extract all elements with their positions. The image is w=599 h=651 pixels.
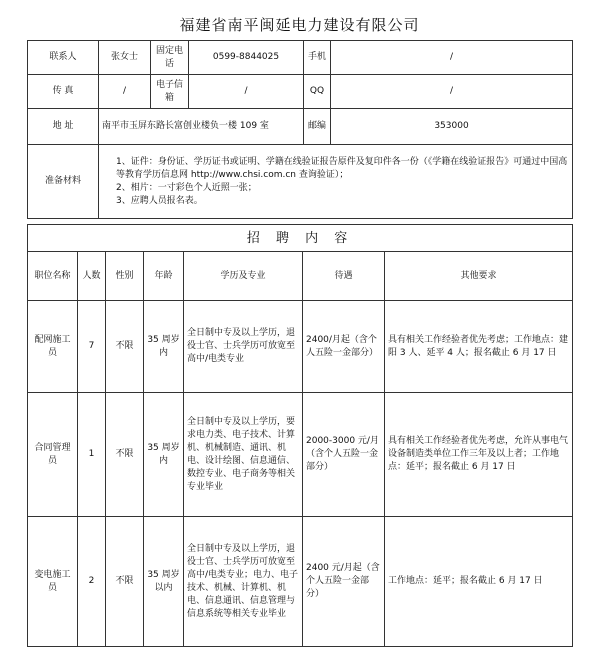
label-qq: QQ [304,75,331,109]
contact-table [27,40,573,219]
header-count: 人数 [78,252,106,301]
header-position: 职位名称 [28,252,78,301]
table-row [28,393,573,517]
fax-value: / [99,75,151,109]
label-postcode: 邮编 [304,109,331,145]
header-education: 学历及专业 [184,252,303,301]
qq-value: / [331,75,573,109]
other-cell: 具有相关工作经验者优先考虑；工作地点：建阳 3 人、延平 4 人；报名截止 6 月 17 日 [385,301,573,393]
materials-item: 3、应聘人员报名表。 [116,195,203,206]
pay-cell: 2400/月起（含个人五险一金部分） [303,301,385,393]
education-cell: 全日制中专及以上学历，要求电力类、电子技术、计算机、机械制造、通讯、机电、设计绘图、信息通信、数控专业、电子商务等相关专业毕业 [184,393,303,517]
email-value: / [189,75,304,109]
pay-cell: 2000-3000 元/月（含个人五险一金部分） [303,393,385,517]
age-cell: 35 周岁内 [144,301,184,393]
contact-name: 张女士 [99,41,151,75]
header-other: 其他要求 [385,252,573,301]
page-title: 福建省南平闽延电力建设有限公司 [179,16,420,34]
phone-value: 0599-8844025 [189,41,304,75]
gender-cell: 不限 [106,393,144,517]
count-cell: 7 [78,301,106,393]
table-row [28,301,573,393]
label-email: 电子信箱 [151,75,189,109]
label-address: 地 址 [28,109,99,145]
label-mobile: 手机 [304,41,331,75]
recruit-heading: 招 聘 内 容 [28,225,573,252]
gender-cell: 不限 [106,301,144,393]
count-cell: 2 [78,517,106,647]
table-row [28,517,573,647]
header-gender: 性别 [106,252,144,301]
materials-list [99,145,573,219]
materials-item: 1、证件：身份证、学历证书或证明、学籍在线验证报告原件及复印件各一份（《学籍在线验证报告》可通过中国高等教育学历信息网 http://www.chsi.com.cn 查询验证）； [116,156,568,180]
gender-cell: 不限 [106,517,144,647]
label-fax: 传 真 [28,75,99,109]
pay-cell: 2400 元/月起（含个人五险一金部分） [303,517,385,647]
age-cell: 35 周岁以内 [144,517,184,647]
recruit-table [27,224,573,647]
mobile-value: / [331,41,573,75]
label-contact: 联系人 [28,41,99,75]
header-pay: 待遇 [303,252,385,301]
education-cell: 全日制中专及以上学历，退役士官、士兵学历可放宽至高中/电类专业；电力、电子技术、机械、计算机、机电、信息通讯、信息管理与信息系统等相关专业毕业 [184,517,303,647]
other-cell: 具有相关工作经验者优先考虑，允许从事电气设备制造类单位工作三年及以上者；工作地点：延平；报名截止 6 月 17 日 [385,393,573,517]
materials-item: 2、相片：一寸彩色个人近照一张； [116,182,257,193]
education-cell: 全日制中专及以上学历，退役士官、士兵学历可放宽至高中/电类专业 [184,301,303,393]
label-materials: 准备材料 [28,145,99,219]
postcode-value: 353000 [331,109,573,145]
label-phone: 固定电话 [151,41,189,75]
other-cell: 工作地点：延平；报名截止 6 月 17 日 [385,517,573,647]
header-age: 年龄 [144,252,184,301]
position-cell: 合同管理员 [28,393,78,517]
position-cell: 配网施工员 [28,301,78,393]
address-value: 南平市玉屏东路长富创业楼负一楼 109 室 [99,109,304,145]
position-cell: 变电施工员 [28,517,78,647]
age-cell: 35 周岁内 [144,393,184,517]
count-cell: 1 [78,393,106,517]
